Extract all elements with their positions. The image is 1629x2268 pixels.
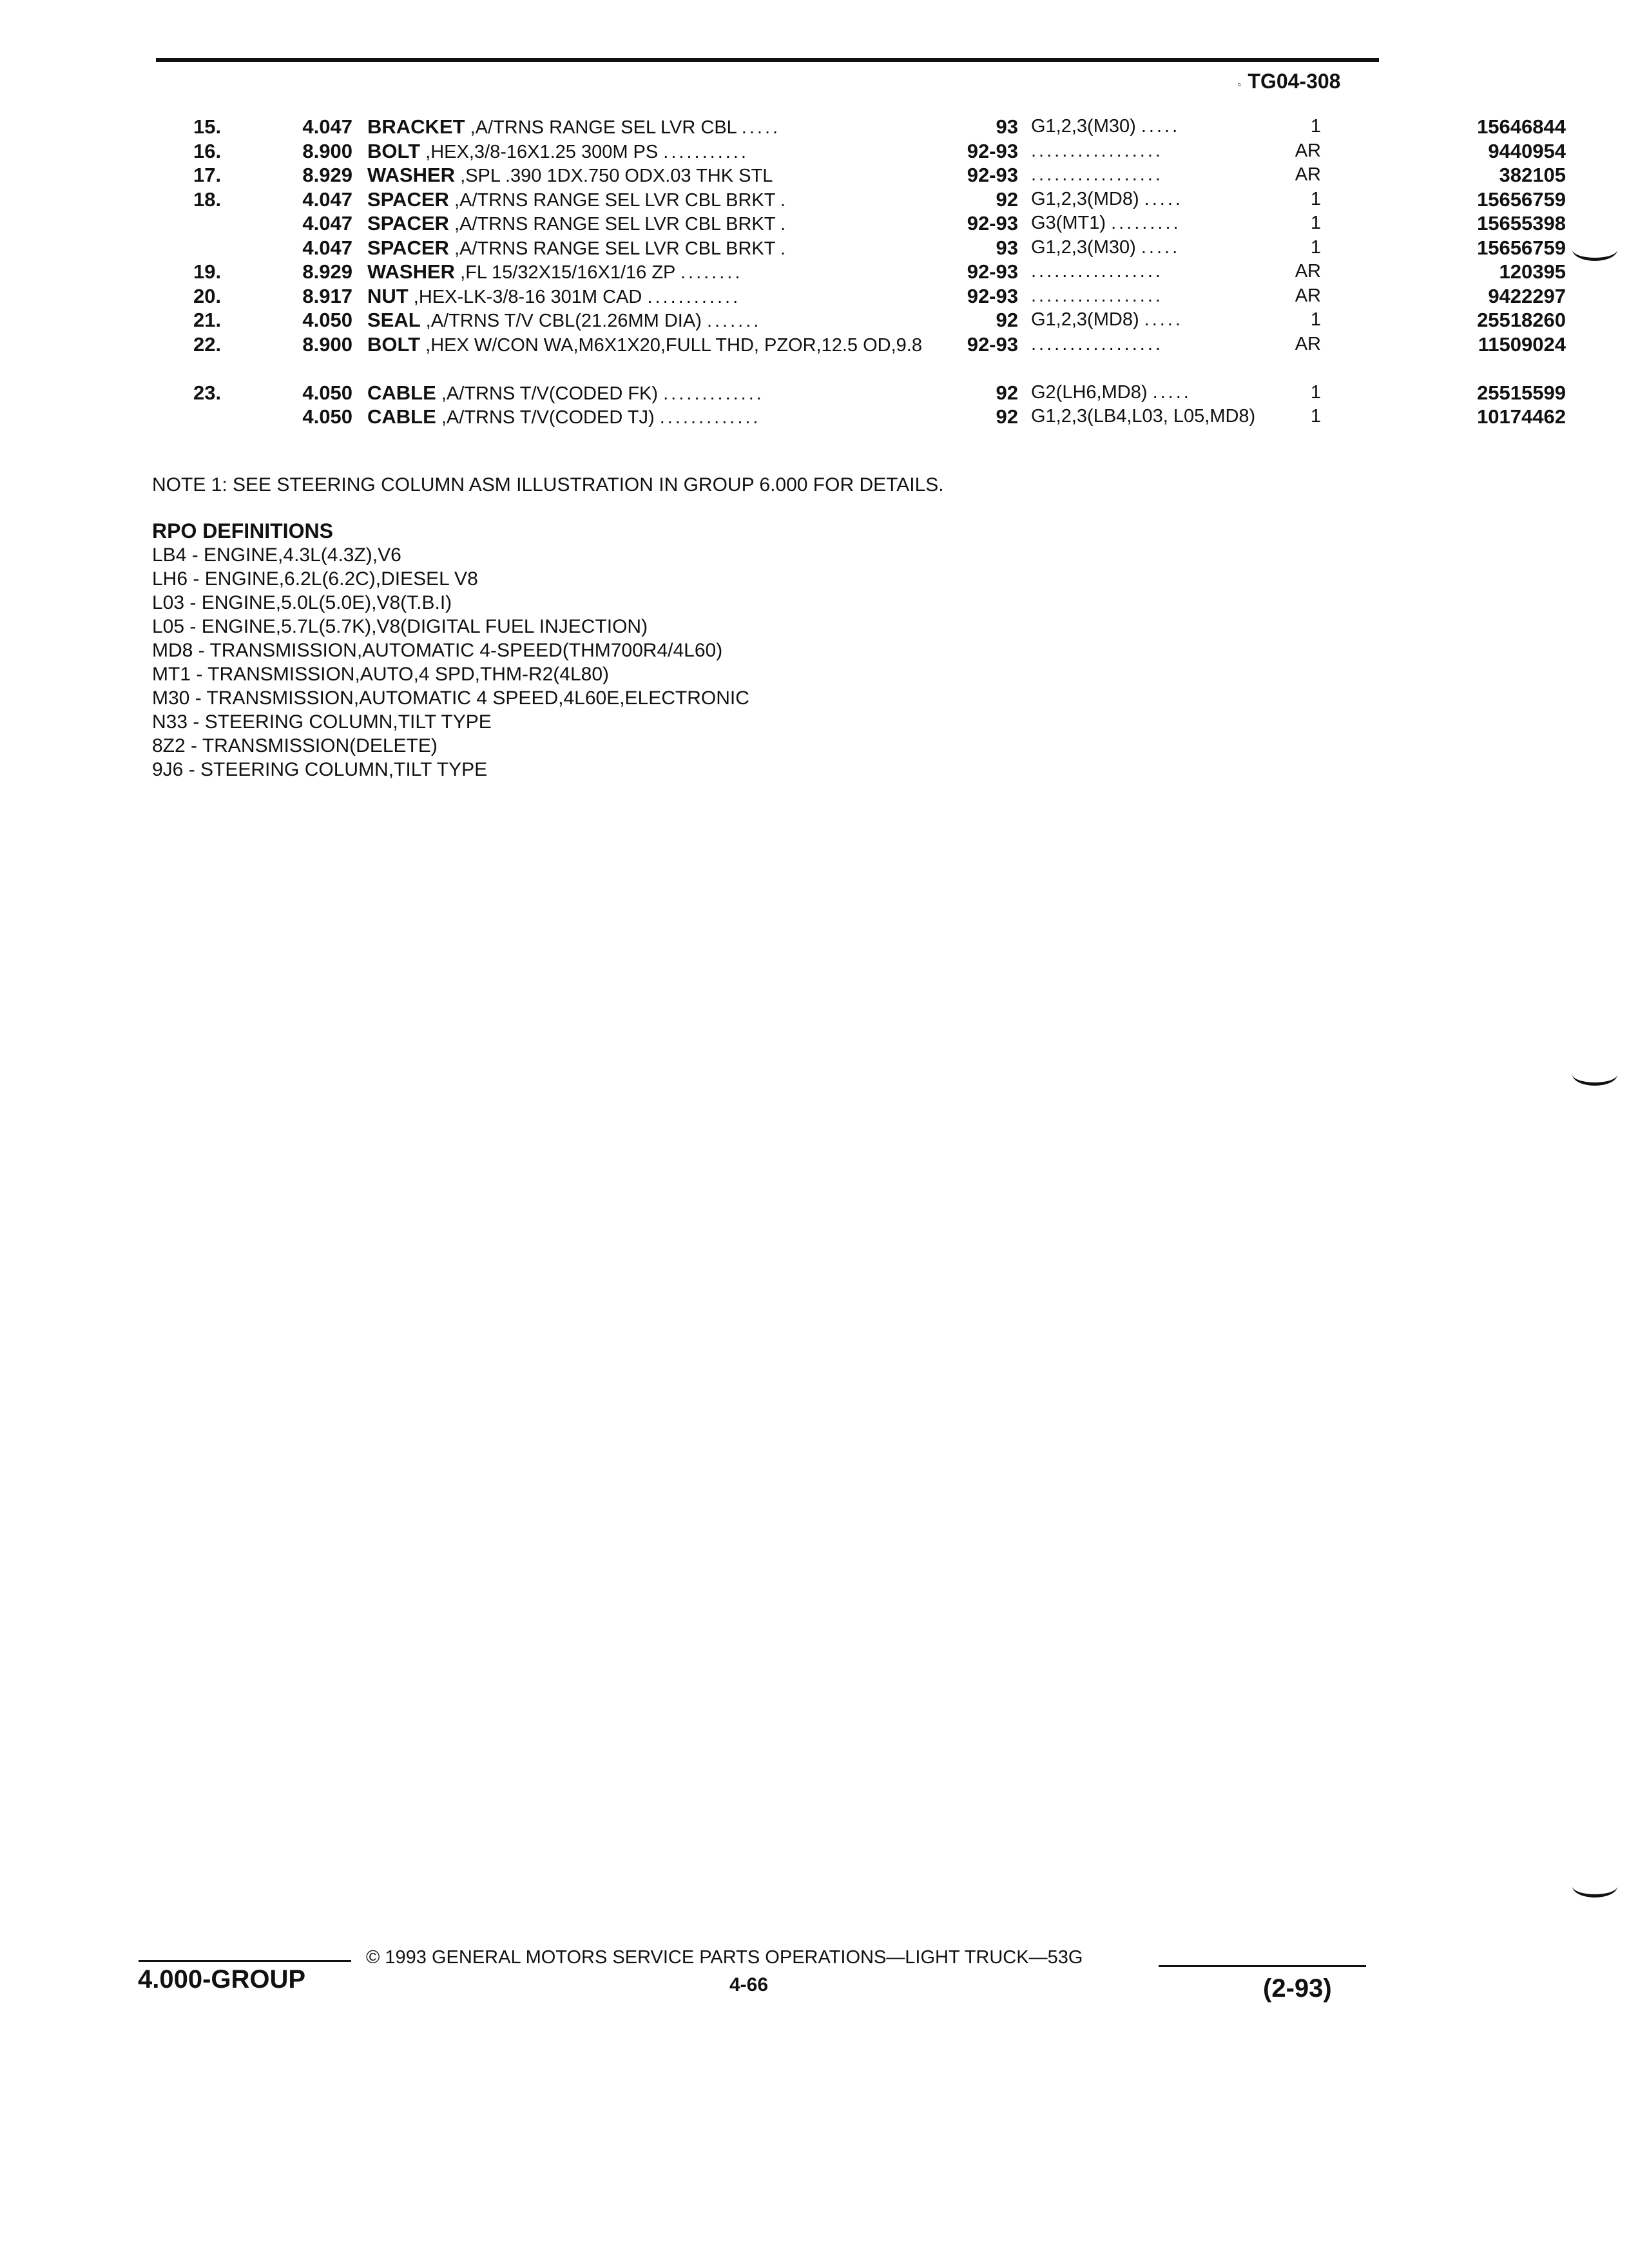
part-name: BOLT — [367, 332, 421, 356]
group-number: 4.050 — [302, 309, 352, 331]
part-name: WASHER — [367, 164, 456, 186]
part-name: SPACER — [367, 236, 449, 259]
part-desc-text: ,HEX,3/8-16X1.25 300M PS — [420, 141, 659, 162]
application-text: G1,2,3(MD8) — [1031, 188, 1139, 209]
parts-row — [193, 187, 1566, 212]
model-years: 93 — [996, 115, 1018, 138]
item-number: 23. — [193, 381, 222, 404]
part-number: 25518260 — [1477, 309, 1566, 331]
footer-date: (2-93) — [1263, 1974, 1332, 2003]
part-name: NUT — [367, 284, 409, 307]
group-number: 8.929 — [302, 260, 352, 283]
page-code-text: TG04-308 — [1248, 70, 1341, 93]
part-number: 120395 — [1499, 260, 1566, 283]
quantity: 1 — [1310, 236, 1321, 258]
leader-dots: ......... — [1111, 213, 1181, 233]
part-number: 382105 — [1499, 164, 1566, 186]
application-text: G1,2,3(M30) — [1031, 236, 1136, 258]
part-desc-text: ,SPL .390 1DX.750 ODX.03 THK STL — [455, 166, 773, 186]
parts-row — [193, 284, 1566, 309]
group-number: 8.917 — [302, 284, 352, 307]
parts-row — [193, 381, 1566, 405]
leader-dots: ............ — [647, 286, 741, 307]
parts-row — [193, 139, 1566, 164]
leader-dots: ....... — [706, 311, 762, 331]
part-name: CABLE — [367, 381, 436, 404]
quantity: 1 — [1310, 381, 1321, 403]
group-number: 8.900 — [302, 332, 352, 356]
item-number: 17. — [193, 164, 222, 186]
page-code — [1237, 70, 1340, 93]
part-name: BOLT — [367, 139, 421, 162]
group-number: 8.929 — [302, 164, 352, 186]
group-number: 4.047 — [302, 115, 352, 138]
rpo-item: L05 - ENGINE,5.7L(5.7K),V8(DIGITAL FUEL INJECTION) — [152, 616, 648, 637]
model-years: 92-93 — [967, 332, 1018, 356]
part-number: 11509024 — [1478, 332, 1566, 356]
leader-dots: . — [780, 214, 789, 235]
footer-rule-left — [139, 1960, 351, 1962]
rpo-item: LH6 - ENGINE,6.2L(6.2C),DIESEL V8 — [152, 568, 478, 590]
quantity: AR — [1295, 140, 1321, 161]
quantity: 1 — [1310, 116, 1321, 137]
group-number: 4.050 — [302, 381, 352, 404]
rpo-item: 8Z2 - TRANSMISSION(DELETE) — [152, 735, 438, 756]
quantity: AR — [1295, 285, 1321, 306]
part-number: 15646844 — [1477, 115, 1566, 138]
leader-dots: ..... — [1144, 309, 1183, 330]
leader-dots: . — [780, 189, 789, 211]
part-number: 9440954 — [1488, 139, 1566, 162]
item-number: 15. — [193, 115, 222, 138]
group-number: 4.050 — [302, 405, 352, 428]
group-number: 4.047 — [302, 187, 352, 211]
application-text: G1,2,3(M30) — [1031, 116, 1136, 137]
model-years: 92 — [996, 381, 1018, 404]
part-desc-text: ,A/TRNS T/V(CODED FK) — [436, 383, 659, 404]
application-text: G3(MT1) — [1031, 213, 1106, 233]
application-text: G2(LH6,MD8) — [1031, 381, 1148, 403]
part-name: BRACKET — [367, 115, 465, 138]
quantity: AR — [1295, 164, 1321, 185]
rpo-item: MT1 - TRANSMISSION,AUTO,4 SPD,THM-R2(4L80) — [152, 664, 610, 685]
rpo-item: 9J6 - STEERING COLUMN,TILT TYPE — [152, 759, 488, 780]
rpo-item: MD8 - TRANSMISSION,AUTOMATIC 4-SPEED(THM700R4/4L60) — [152, 640, 723, 661]
quantity: 1 — [1310, 406, 1321, 427]
item-number: 16. — [193, 139, 222, 162]
footer-page-number: 4-66 — [729, 1974, 769, 1995]
parts-list — [193, 115, 1566, 453]
part-desc-text: ,FL 15/32X15/16X1/16 ZP — [455, 262, 675, 283]
item-number: 20. — [193, 284, 222, 307]
leader-dots: ............. — [663, 383, 764, 404]
part-name: CABLE — [367, 405, 436, 428]
part-desc-text: ,A/TRNS T/V CBL(21.26MM DIA) — [420, 311, 702, 331]
model-years: 92-93 — [967, 284, 1018, 307]
footer-rule-right — [1159, 1965, 1366, 1967]
rpo-title: RPO DEFINITIONS — [152, 519, 333, 543]
leader-dots: ..... — [1141, 236, 1181, 258]
binder-tab-mark — [1572, 1875, 1617, 1898]
parts-row — [193, 163, 1566, 187]
leader-dots: ..... — [1152, 381, 1191, 403]
parts-row — [193, 260, 1566, 284]
part-desc-text: ,A/TRNS RANGE SEL LVR CBL BRKT — [448, 189, 775, 211]
part-number: 10174462 — [1477, 405, 1566, 428]
part-name: WASHER — [367, 260, 456, 283]
item-number: 19. — [193, 260, 222, 283]
leader-dots: ........... — [663, 141, 749, 162]
application-text: G1,2,3(MD8) — [1031, 309, 1139, 330]
note: NOTE 1: SEE STEERING COLUMN ASM ILLUSTRATION IN GROUP 6.000 FOR DETAILS. — [152, 474, 944, 495]
group-number: 4.047 — [302, 236, 352, 259]
rpo-item: M30 - TRANSMISSION,AUTOMATIC 4 SPEED,4L60E,ELECTRONIC — [152, 687, 749, 709]
rpo-item: LB4 - ENGINE,4.3L(4.3Z),V6 — [152, 544, 401, 566]
page-code-mark: ◦ — [1237, 78, 1242, 91]
parts-row — [193, 211, 1566, 236]
part-desc-text: ,A/TRNS RANGE SEL LVR CBL BRKT — [448, 238, 775, 259]
parts-row — [193, 308, 1566, 332]
model-years: 92 — [996, 405, 1018, 428]
parts-row — [193, 236, 1566, 260]
top-rule — [156, 58, 1379, 62]
model-years: 92-93 — [967, 212, 1018, 235]
part-desc-text: ,HEX W/CON WA,M6X1X20,FULL THD, PZOR,12.5 OD,9.8 — [420, 334, 922, 356]
leader-dots: . — [780, 238, 789, 259]
rpo-item: N33 - STEERING COLUMN,TILT TYPE — [152, 711, 492, 733]
leader-dots: ................. — [1031, 261, 1163, 282]
leader-dots: ................. — [1031, 333, 1163, 354]
leader-dots: ................. — [1031, 140, 1163, 161]
part-number: 9422297 — [1488, 284, 1566, 307]
part-desc-text: ,A/TRNS RANGE SEL LVR CBL BRKT — [448, 214, 775, 235]
binder-tab-mark — [1572, 238, 1617, 261]
quantity: 1 — [1310, 309, 1321, 330]
footer-copyright: © 1993 GENERAL MOTORS SERVICE PARTS OPERATIONS—LIGHT TRUCK—53G — [366, 1947, 1083, 1968]
footer-group: 4.000-GROUP — [138, 1965, 306, 1994]
parts-row — [193, 332, 1566, 381]
item-number: 21. — [193, 309, 222, 331]
application-text: G1,2,3(LB4,L03, L05,MD8) — [1031, 406, 1256, 427]
leader-dots: ............. — [659, 407, 761, 428]
leader-dots: ................. — [1031, 164, 1163, 185]
model-years: 92-93 — [967, 164, 1018, 186]
rpo-definitions — [152, 519, 749, 782]
part-number: 15656759 — [1477, 187, 1566, 211]
part-desc-text: ,A/TRNS RANGE SEL LVR CBL — [465, 117, 737, 138]
part-desc-text: ,A/TRNS T/V(CODED TJ) — [436, 407, 655, 428]
quantity: 1 — [1310, 188, 1321, 209]
leader-dots: ..... — [1141, 116, 1181, 137]
model-years: 92-93 — [967, 260, 1018, 283]
part-number: 15655398 — [1477, 212, 1566, 235]
part-name: SEAL — [367, 309, 421, 331]
quantity: AR — [1295, 333, 1321, 354]
rpo-item: L03 - ENGINE,5.0L(5.0E),V8(T.B.I) — [152, 592, 452, 613]
part-number: 15656759 — [1477, 236, 1566, 259]
leader-dots: ..... — [1144, 188, 1183, 209]
parts-row — [193, 405, 1566, 453]
part-name: SPACER — [367, 187, 449, 211]
leader-dots: ................. — [1031, 285, 1163, 306]
part-name: SPACER — [367, 212, 449, 235]
group-number: 8.900 — [302, 139, 352, 162]
quantity: AR — [1295, 261, 1321, 282]
item-number: 22. — [193, 332, 222, 356]
model-years: 92-93 — [967, 139, 1018, 162]
model-years: 92 — [996, 187, 1018, 211]
binder-tab-mark — [1572, 1063, 1617, 1086]
part-desc-text: ,HEX-LK-3/8-16 301M CAD — [408, 286, 642, 307]
quantity: 1 — [1310, 213, 1321, 233]
leader-dots: ..... — [741, 117, 781, 138]
model-years: 93 — [996, 236, 1018, 259]
leader-dots: ........ — [680, 262, 743, 283]
item-number: 18. — [193, 187, 222, 211]
model-years: 92 — [996, 309, 1018, 331]
part-number: 25515599 — [1477, 381, 1566, 404]
group-number: 4.047 — [302, 212, 352, 235]
parts-row — [193, 115, 1566, 139]
